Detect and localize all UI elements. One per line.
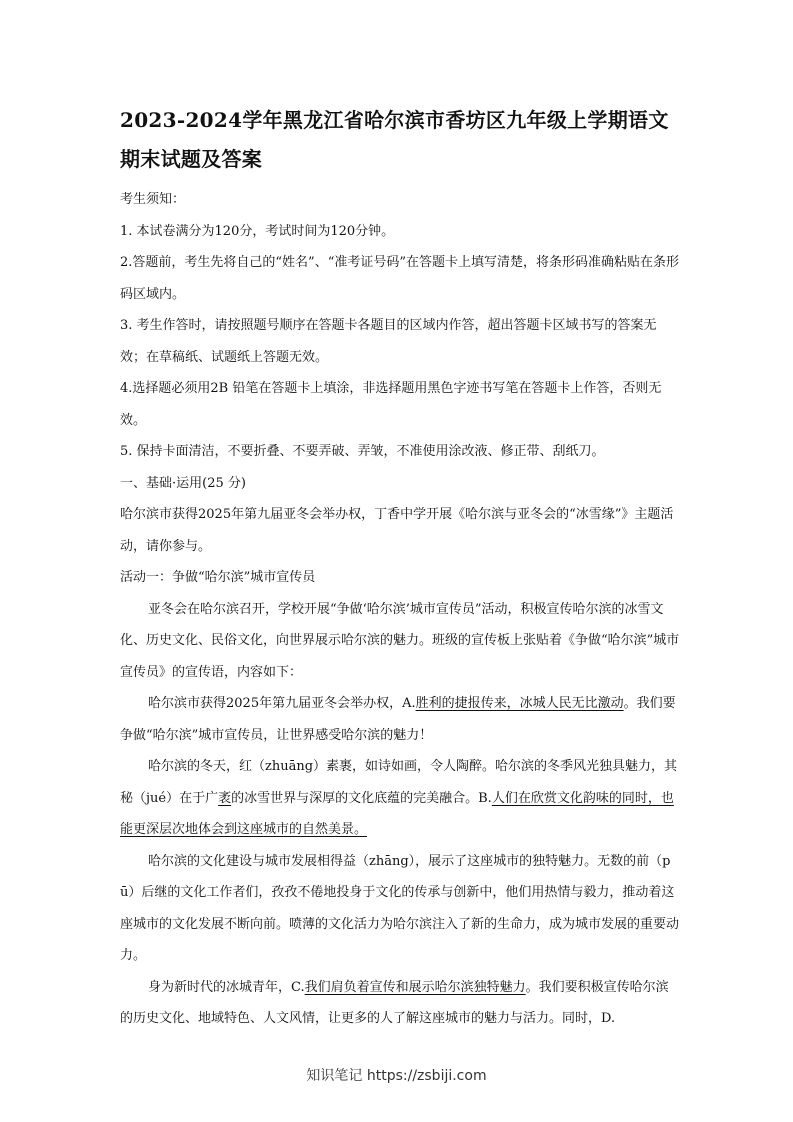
paragraph-3-text-b: 的冰雪世界与深厚的文化底蕴的完美融合。B. xyxy=(231,790,492,806)
paragraph-5 xyxy=(120,972,680,1035)
notice-item-5: 5. 保持卡面清洁，不要折叠、不要弄破、弄皱，不准使用涂改液、修正带、刮纸刀。 xyxy=(120,444,605,459)
notice-item-1: 1. 本试卷满分为120分，考试时间为120分钟。 xyxy=(120,223,395,239)
section-heading: 一、基础·运用(25 分) xyxy=(120,475,246,491)
section-intro: 哈尔滨市获得2025年第九届亚冬会举办权，丁香中学开展《哈尔滨与亚冬会的“冰雪缘”》主题活动，请你参与。 xyxy=(120,507,674,554)
paragraph-4: 哈尔滨的文化建设与城市发展相得益（zhāng），展示了这座城市的独特魅力。无数的前（pū）后继的文化工作者们，孜孜不倦地投身于文化的传承与创新中，他们用热情与毅力，推动着这座城市的文化发展不断向前。喷薄的文化活力为哈尔滨注入了新的生命力，成为城市发展的重要动力。 xyxy=(120,853,680,963)
activity-heading: 活动一：争做“哈尔滨”城市宣传员 xyxy=(120,570,316,585)
underlined-sentence-a: 胜利的捷报传来，冰城人民无比激动 xyxy=(415,696,624,711)
paragraph-5-text-a: 身为新时代的冰城青年，C. xyxy=(148,979,305,995)
underlined-character-mao: 袤 xyxy=(218,790,232,806)
notice-item-2: 2.答题前，考生先将自己的“姓名”、“准考证号码”在答题卡上填写清楚，将条形码准确粘贴在条形码区域内。 xyxy=(120,255,679,302)
paragraph-1: 亚冬会在哈尔滨召开，学校开展“争做‘哈尔滨’城市宣传员”活动，积极宣传哈尔滨的冰雪文化、历史文化、民俗文化，向世界展示哈尔滨的魅力。班级的宣传板上张贴着《争做“哈尔滨”城市宣传员》的宣传语，内容如下： xyxy=(120,601,680,680)
notice-item-3: 3. 考生作答时，请按照题号顺序在答题卡各题目的区域内作答，超出答题卡区域书写的答案无效；在草稿纸、试题纸上答题无效。 xyxy=(120,318,657,365)
underlined-sentence-b: 人们在欣赏文化韵味的同时，也能更深层次地体会到这座城市的自然美景。 xyxy=(120,790,674,837)
paragraph-2-text-b: 。我们要争做“哈尔滨”城市宣传员，让世界感受哈尔滨的魅力！ xyxy=(120,696,676,743)
footer-link[interactable]: 知识笔记 https://zsbiji.com xyxy=(306,1068,487,1084)
paragraph-5-text-b: 。我们要积极宣传哈尔滨的历史文化、地域特色、人文风情，让更多的人了解这座城市的魅力与活力。同时，D. xyxy=(120,979,669,1026)
paragraph-2 xyxy=(120,688,680,751)
underlined-sentence-c: 我们肩负着宣传和展示哈尔滨独特魅力 xyxy=(304,979,526,995)
paragraph-3 xyxy=(120,751,680,846)
page-title: 2023-2024学年黑龙江省哈尔滨市香坊区九年级上学期语文期末试题及答案 xyxy=(120,108,669,171)
paragraph-3-text-a: 哈尔滨的冬天，红（zhuāng）素裹，如诗如画，令人陶醉。哈尔滨的冬季风光独具魅力，其秘（jué）在于广 xyxy=(120,759,678,806)
notice-item-4: 4.选择题必须用2B 铅笔在答题卡上填涂，非选择题用黑色字迹书写笔在答题卡上作答，否则无效。 xyxy=(120,381,662,428)
document-body xyxy=(120,184,680,1035)
notice-heading: 考生须知： xyxy=(120,192,186,207)
paragraph-2-text-a: 哈尔滨市获得2025年第九届亚冬会举办权，A. xyxy=(148,696,416,711)
